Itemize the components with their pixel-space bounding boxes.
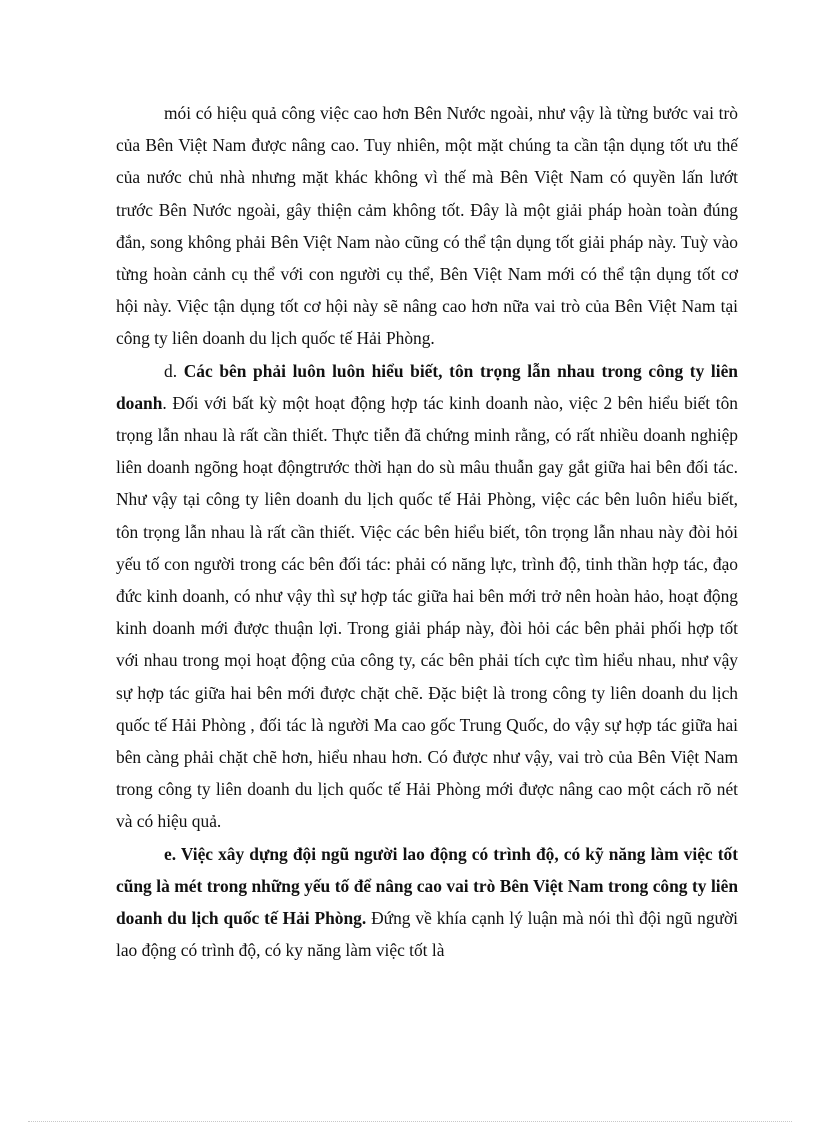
paragraph-continuation (116, 97, 738, 355)
paragraph-d-label: d. (164, 360, 178, 381)
paragraph-e (116, 838, 738, 967)
paragraph-e-heading: e. Việc xây dựng đội ngũ người lao động có trình độ, có kỹ năng làm việc tốt cũng là mét trong những yếu tố để nâng cao vai trò Bên Việt Nam trong công ty liên doanh du lịch quốc tế Hải Phòng. (116, 843, 738, 929)
paragraph-d (116, 355, 738, 838)
page-bottom-divider (28, 1121, 792, 1122)
paragraph-1-text: mói có hiệu quả công việc cao hơn Bên Nước ngoài, như vậy là từng bước vai trò của Bên Việt Nam được nâng cao. Tuy nhiên, một mặt chúng ta cần tận dụng tốt ưu thế của nước chủ nhà nhưng mặt khác không vì thế mà Bên Việt Nam có quyền lấn lướt trước Bên Nước ngoài, gây thiện cảm không tốt. Đây là một giải pháp hoàn toàn đúng đắn, song không phải Bên Việt Nam nào cũng có thể tận dụng tốt giải pháp này. Tuỳ vào từng hoàn cảnh cụ thể với con người cụ thể, Bên Việt Nam mới có thể tận dụng tốt cơ hội này. Việc tận dụng tốt cơ hội này sẽ nâng cao hơn nữa vai trò của Bên Việt Nam tại công ty liên doanh du lịch quốc tế Hải Phòng. (116, 103, 738, 349)
paragraph-e-text: Đứng về khía cạnh lý luận mà nói thì đội ngũ người lao động có trình độ, có ky năng làm việc tốt là (116, 908, 738, 961)
body-text (116, 97, 738, 966)
paragraph-d-heading: Các bên phải luôn luôn hiểu biết, tôn trọng lẫn nhau trong công ty liên doanh (116, 360, 738, 413)
paragraph-d-text: . Đối với bất kỳ một hoạt động hợp tác kinh doanh nào, việc 2 bên hiểu biết tôn trọng lẫn nhau là rất cần thiết. Thực tiễn đã chứng minh rằng, có rất nhiều doanh nghiệp liên doanh ngõng hoạt độngtrước thời hạn do sù mâu thuẫn gay gắt giữa hai bên đối tác. Như vậy tại công ty liên doanh du lịch quốc tế Hải Phòng, việc các bên luôn hiểu biết, tôn trọng lẫn nhau là rất cần thiết. Việc các bên hiểu biết, tôn trọng lẫn nhau này đòi hỏi yếu tố con người trong các bên đối tác: phải có năng lực, trình độ, tinh thần hợp tác, đạo đức kinh doanh, có như vậy thì sự hợp tác giữa hai bên mới trở nên hoàn hảo, hoạt động kinh doanh mới được thuận lợi. Trong giải pháp này, đòi hỏi các bên phải phối hợp tốt với nhau trong mọi hoạt động của công ty, các bên phải tích cực tìm hiểu nhau, như vậy sự hợp tác giữa hai bên mới được chặt chẽ. Đặc biệt là trong công ty liên doanh du lịch quốc tế Hải Phòng , đối tác là người Ma cao gốc Trung Quốc, do vậy sự hợp tác giữa hai bên càng phải chặt chẽ hơn, hiểu nhau hơn. Có được như vậy, vai trò của Bên Việt Nam trong công ty liên doanh du lịch quốc tế Hải Phòng mới được nâng cao một cách rõ nét và có hiệu quả. (116, 392, 738, 832)
